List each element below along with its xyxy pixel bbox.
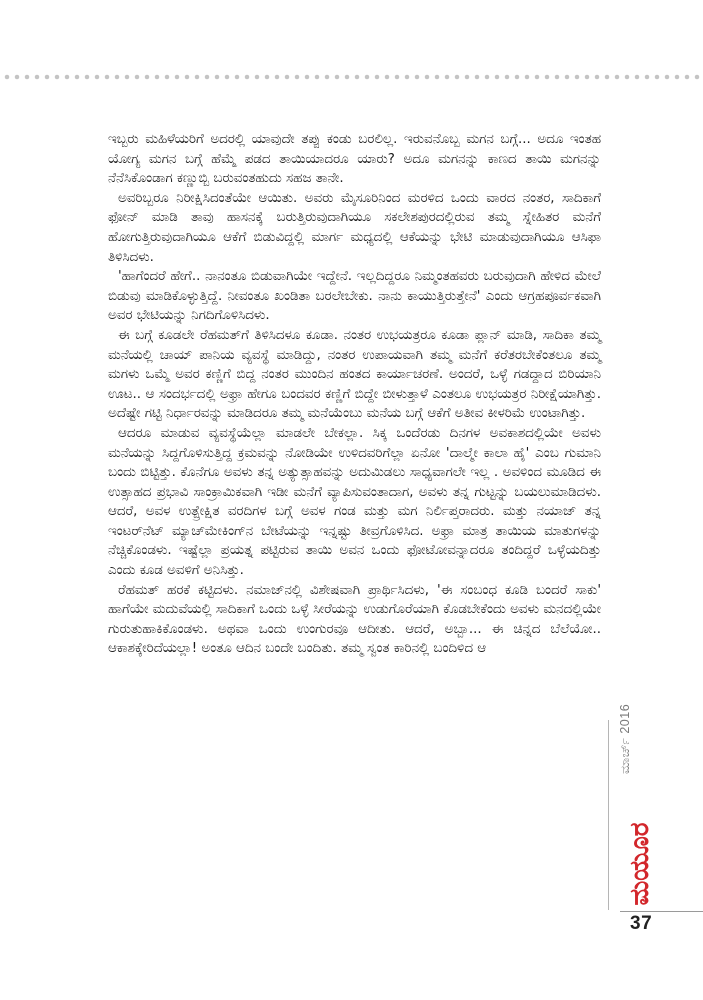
dotted-top-border bbox=[2, 73, 701, 81]
paragraph-2: ಅವರಿಬ್ಬರೂ ನಿರೀಕ್ಷಿಸಿದಂತೆಯೇ ಆಯಿತು. ಅವರು ಮೈಸೂರಿನಿಂದ ಮರಳಿದ ಒಂದು ವಾರದ ನಂತರ, ಸಾದಿಕಾಗೆ ಫೋನ್ ಮಾಡಿ ತಾವು ಹಾಸನಕ್ಕೆ ಬರುತ್ತಿರುವುದಾಗಿಯೂ ಸಕಲೇಶಪುರದಲ್ಲಿರುವ ತಮ್ಮ ಸ್ನೇಹಿತರ ಮನೆಗೆ ಹೋಗುತ್ತಿರುವುದಾಗಿಯೂ ಆಕೆಗೆ ಬಿಡುವಿದ್ದಲ್ಲಿ ಮಾರ್ಗ ಮಧ್ಯದಲ್ಲಿ ಆಕೆಯನ್ನು ಭೇಟಿ ಮಾಡುವುದಾಗಿಯೂ ಆಸಿಫಾ ತಿಳಿಸಿದಳು. bbox=[108, 190, 601, 265]
paragraph-4: ಈ ಬಗ್ಗೆ ಕೂಡಲೇ ರೆಹಮತ್‌ಗೆ ತಿಳಿಸಿದಳೂ ಕೂಡಾ. ನಂತರ ಉಭಯತ್ರರೂ ಕೂಡಾ ಪ್ಲಾನ್ ಮಾಡಿ, ಸಾದಿಕಾ ತಮ್ಮ ಮನೆಯಲ್ಲಿ ಚಾಯ್ ಪಾನಿಯ ವ್ಯವಸ್ಥೆ ಮಾಡಿದ್ದು, ನಂತರ ಉಪಾಯವಾಗಿ ತಮ್ಮ ಮನೆಗೆ ಕರೆತರಬೇಕೆಂತಲೂ ತಮ್ಮ ಮಗಳು ಒಮ್ಮೆ ಅವರ ಕಣ್ಣಿಗೆ ಬಿದ್ದ ನಂತರ ಮುಂದಿನ ಹಂತದ ಕಾರ್ಯಾಚರಣೆ. ಅಂದರೆ, ಒಳ್ಳೆ ಗಡದ್ದಾದ ಬಿರಿಯಾನಿ ಊಟ.. ಆ ಸಂದರ್ಭದಲ್ಲಿ ಅಫ್ರಾ ಹೇಗೂ ಬಂದವರ ಕಣ್ಣಿಗೆ ಬಿದ್ದೇ ಬೀಳುತ್ತಾಳೆ ಎಂತಲೂ ಉಭಯತ್ರರ ನಿರೀಕ್ಷೆಯಾಗಿತ್ತು. ಅದೆಷ್ಟೇ ಗಟ್ಟಿ ನಿರ್ಧಾರವನ್ನು ಮಾಡಿದರೂ ತಮ್ಮ ಮನೆಯೆಂಬು ಮನೆಯ ಬಗ್ಗೆ ಆಕೆಗೆ ಅತೀವ ಕೀಳರಿಮೆ ಉಂಟಾಗಿತ್ತು. bbox=[108, 327, 601, 422]
magazine-logo bbox=[622, 820, 658, 908]
issue-date: ಮಾರ್ಚ್ 2016 bbox=[618, 703, 632, 774]
magazine-logo-text: ಮಯೂರ bbox=[625, 822, 655, 906]
page-number: 37 bbox=[630, 913, 653, 934]
paragraph-6: ರೆಹಮತ್ ಹರಕೆ ಕಟ್ಟಿದಳು. ನಮಾಜ್‌ನಲ್ಲಿ ವಿಶೇಷವಾಗಿ ಪ್ರಾರ್ಥಿಸಿದಳು, 'ಈ ಸಂಬಂಧ ಕೂಡಿ ಬಂದರೆ ಸಾಕು' ಹಾಗೆಯೇ ಮದುವೆಯಲ್ಲಿ ಸಾದಿಕಾಗೆ ಒಂದು ಒಳ್ಳೆ ಸೀರೆಯನ್ನು ಉಡುಗೊರೆಯಾಗಿ ಕೊಡಬೇಕೆಂದು ಅವಳು ಮನದಲ್ಲಿಯೇ ಗುರುತುಹಾಕಿಕೊಂಡಳು. ಅಥವಾ ಒಂದು ಉಂಗುರವೂ ಆದೀತು. ಆದರೆ, ಅಬ್ಬಾ... ಈ ಚಿನ್ನದ ಬೆಲೆಯೋ.. ಆಕಾಶಕ್ಕೇರಿದೆಯಲ್ಲಾ! ಅಂತೂ ಆದಿನ ಬಂದೇ ಬಂದಿತು. ತಮ್ಮ ಸ್ವಂತ ಕಾರಿನಲ್ಲಿ ಬಂದಿಳಿದ ಆ bbox=[108, 582, 601, 657]
page-number-rule bbox=[620, 911, 703, 912]
paragraph-3: 'ಹಾಗೆಂದರೆ ಹೇಗೆ.. ನಾನಂತೂ ಬಿಡುವಾಗಿಯೇ ಇದ್ದೇನೆ. ಇಲ್ಲದಿದ್ದರೂ ನಿಮ್ಮಂತಹವರು ಬರುವುದಾಗಿ ಹೇಳಿದ ಮೇಲೆ ಬಿಡುವು ಮಾಡಿಕೊಳ್ಳುತ್ತಿದ್ದೆ. ನೀವಂತೂ ಖಂಡಿತಾ ಬರಲೇಬೇಕು. ನಾನು ಕಾಯುತ್ತಿರುತ್ತೇನೆ' ಎಂದು ಆಗ್ರಹಪೂರ್ವಕವಾಗಿ ಅವರ ಭೇಟಿಯನ್ನು ನಿಗದಿಗೊಳಿಸಿದಳು. bbox=[108, 269, 601, 324]
paragraph-5: ಆದರೂ ಮಾಡುವ ವ್ಯವಸ್ಥೆಯೆಲ್ಲಾ ಮಾಡಲೇ ಬೇಕಲ್ಲಾ. ಸಿಕ್ಕ ಒಂದೆರಡು ದಿನಗಳ ಅವಕಾಶದಲ್ಲಿಯೇ ಅವಳು ಮನೆಯನ್ನು ಸಿದ್ದಗೊಳಿಸುತ್ತಿದ್ದ ಕ್ರಮವನ್ನು ನೋಡಿಯೇ ಉಳಿದವರಿಗೆಲ್ಲಾ ಏನೋ 'ದಾಲ್ಮೇ ಕಾಲಾ ಹೈ' ಎಂಬ ಗುಮಾನಿ ಬಂದು ಬಿಟ್ಟಿತ್ತು. ಕೊನೆಗೂ ಅವಳು ತನ್ನ ಅತ್ಯುತ್ಸಾಹವನ್ನು ಅದುಮಿಡಲು ಸಾಧ್ಯವಾಗಲೇ ಇಲ್ಲ . ಅವಳಿಂದ ಮೂಡಿದ ಈ ಉತ್ಸಾಹದ ಪ್ರಭಾವಿ ಸಾಂಕ್ರಾಮಿಕವಾಗಿ ಇಡೀ ಮನೆಗೆ ವ್ಯಾಪಿಸುವಂತಾದಾಗ, ಅವಳು ತನ್ನ ಗುಟ್ಟನ್ನು ಬಯಲುಮಾಡಿದಳು. ಆದರೆ, ಅವಳ ಉತ್ಪ್ರೇಕ್ಷಿತ ವರದಿಗಳ ಬಗ್ಗೆ ಅವಳ ಗಂಡ ಮತ್ತು ಮಗ ನಿರ್ಲಿಪ್ತರಾದರು. ಮತ್ತು ನಯಾಜ್ ತನ್ನ ಇಂಟರ್‌ನೆಟ್ ಮ್ಯಾಚ್‌ಮೇಕಿಂಗ್‌ನ ಬೇಟೆಯನ್ನು ಇನ್ನಷ್ಟು ತೀವ್ರಗೊಳಿಸಿದ. ಅಫ್ರಾ ಮಾತ್ರ ತಾಯಿಯ ಮಾತುಗಳನ್ನು ನೆಚ್ಚಿಕೊಂಡಳು. ಇಷ್ಟೆಲ್ಲಾ ಪ್ರಯತ್ನ ಪಟ್ಟಿರುವ ತಾಯಿ ಅವನ ಒಂದು ಫೋಟೋವನ್ನಾದರೂ ತಂದಿದ್ದರೆ ಒಳ್ಳೆಯದಿತ್ತು ಎಂದು ಕೂಡ ಅವಳಿಗೆ ಅನಿಸಿತ್ತು. bbox=[108, 425, 601, 579]
article-body bbox=[108, 130, 601, 659]
sidebar-divider bbox=[608, 720, 609, 910]
paragraph-1: ಇಬ್ಬರು ಮಹಿಳೆಯರಿಗೆ ಅದರಲ್ಲಿ ಯಾವುದೇ ತಪ್ಪು ಕಂಡು ಬರಲಿಲ್ಲ. ಇರುವನೊಬ್ಬ ಮಗನ ಬಗ್ಗೆ... ಅದೂ ಇಂತಹ ಯೋಗ್ಯ ಮಗನ ಬಗ್ಗೆ ಹೆಮ್ಮೆ ಪಡದ ತಾಯಿಯಾದರೂ ಯಾರು? ಅದೂ ಮಗನನ್ನು ಕಾಣದ ತಾಯಿ ಮಗನನ್ನು ನೆನೆಸಿಕೊಂಡಾಗ ಕಣ್ಣುಬ್ಬಿ ಬರುವಂತಹುದು ಸಹಜ ತಾನೇ. bbox=[108, 132, 601, 187]
